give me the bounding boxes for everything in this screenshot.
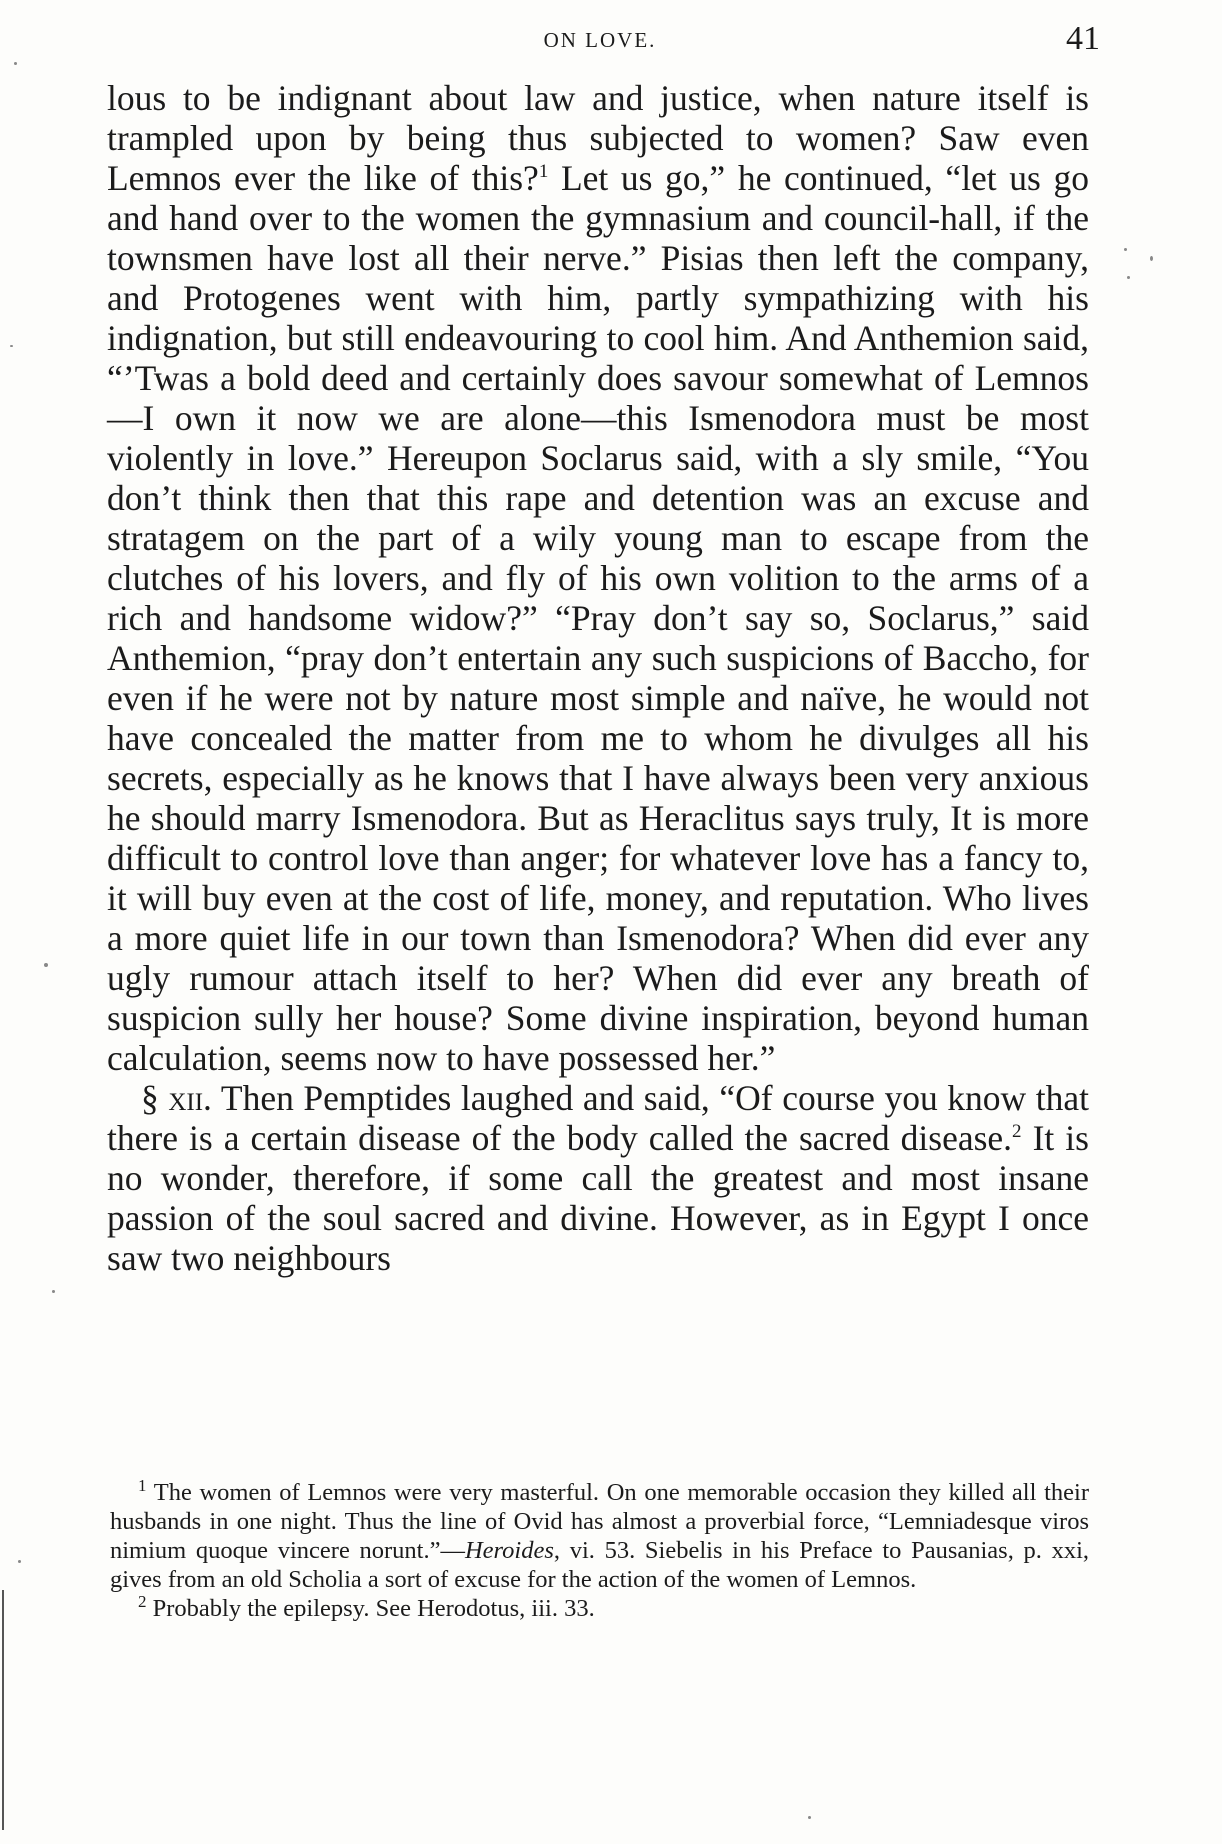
scan-speck: [10, 345, 13, 347]
paragraph-2-text-a: Then Pemptides laughed and said, “Of course you know that there is a certain disease of the body called the sacred disease.: [107, 1078, 1089, 1158]
paragraph-2: [107, 1078, 1089, 1278]
footnote-ref-1: 1: [538, 161, 549, 183]
scan-speck: [1127, 276, 1130, 279]
footnote-2-text: Probably the epilepsy. See Herodotus, iii. 33.: [146, 1595, 595, 1622]
scan-speck: [1150, 256, 1153, 261]
scan-speck: [1124, 248, 1127, 251]
footnote-1: [110, 1475, 1090, 1594]
scan-speck: [52, 1290, 55, 1293]
footnote-2: [110, 1591, 1089, 1623]
page-number: 41: [1066, 20, 1100, 57]
footnote-1-text-a: The women of Lemnos were very masterful. On one memorable occasion they killed all their husbands in one night. Thus the line of Ovid has almost a proverbial force, “Lemniadesque viros nimium quoque vincere norunt.”—: [110, 1479, 1089, 1564]
footnote-1-italic: Heroides: [464, 1537, 554, 1564]
scan-speck: [44, 963, 48, 967]
page-header: [100, 20, 1100, 60]
running-head: ON LOVE.: [543, 28, 657, 52]
footnote-ref-2: 2: [1012, 1121, 1022, 1143]
body-text: [107, 78, 1089, 1278]
footnote-1-mark: 1: [138, 1475, 147, 1495]
section-mark: § xii.: [141, 1078, 212, 1118]
scan-speck: [808, 1816, 811, 1819]
page-edge-line: [2, 1590, 4, 1830]
footnotes: [110, 1475, 1090, 1623]
scan-speck: [14, 62, 17, 65]
paragraph-1-text-a: lous to be indignant about law and justice, when nature itself is trampled upon by being thus subjected to women? Saw even Lemnos ever the like of this?: [107, 78, 1089, 198]
paragraph-1-text-b: Let us go,” he continued, “let us go and hand over to the women the gymnasium and council-hall, if the townsmen have lost all their nerve.” Pisias then left the company, and Protogenes went with him, partly sympathizing with his indignation, but still endeavouring to cool him. And Anthemion said, “’Twas a bold deed and certainly does savour somewhat of Lemnos—I own it now we are alone—this Ismenodora must be most violently in love.” Hereupon Soclarus said, with a sly smile, “You don’t think then that this rape and detention was an excuse and stratagem on the part of a wily young man to escape from the clutches of his lovers, and fly of his own volition to the arms of a rich and handsome widow?” “Pray don’t say so, Soclarus,” said Anthemion, “pray don’t entertain any such suspicions of Baccho, for even if he were not by nature most simple and naïve, he would not have concealed the matter from me to whom he divulges all his secrets, especially as he knows that I have always been very anxious he should marry Ismenodora. But as Heraclitus says truly, It is more difficult to control love than anger; for whatever love has a fancy to, it will buy even at the cost of life, money, and reputation. Who lives a more quiet life in our town than Ismenodora? When did ever any ugly rumour attach itself to her? When did ever any breath of suspicion sully her house? Some divine inspiration, beyond human calculation, seems now to have possessed her.”: [107, 158, 1089, 1078]
paragraph-1: [107, 78, 1089, 1078]
footnote-1-text-b: , vi. 53. Siebelis in his Preface to Pausanias, p. xxi, gives from an old Scholia a sort of excuse for the action of the women of Lemnos.: [110, 1537, 1090, 1593]
scan-speck: [18, 1560, 21, 1563]
paragraph-2-text-b: It is no wonder, therefore, if some call the greatest and most insane passion of the soul sacred and divine. However, as in Egypt I once saw two neighbours: [107, 1118, 1089, 1278]
footnote-2-mark: 2: [138, 1591, 147, 1611]
